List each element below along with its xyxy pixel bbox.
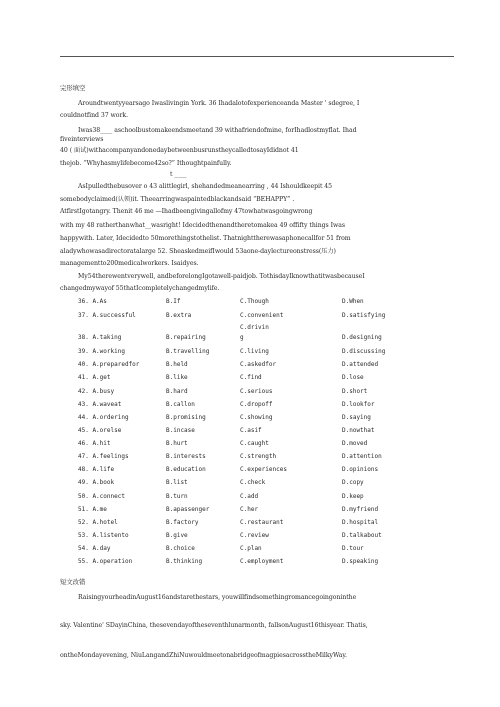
option-b: B.held <box>166 361 188 368</box>
passage-line: t ____ <box>170 171 187 178</box>
option-b: B.repairing <box>166 334 206 341</box>
passage-line: AsIpulledthebusover o 43 alittlegirl, shehandedmeanearring , 44 Ishouldkeepit 45 <box>78 183 333 190</box>
option-c: C.strength <box>240 453 277 460</box>
option-c: C.employment <box>240 558 284 565</box>
option-c: C.find <box>240 374 262 381</box>
option-b: B.list <box>166 479 188 486</box>
option-b: B.hurt <box>166 440 188 447</box>
option-b: B.give <box>166 532 188 539</box>
option-a: 50. A.connect <box>78 493 125 500</box>
passage-line: aladywhowasadirectoratalarge 52. SheaskedmeifIwould 53aone-daylectureonstress(压力) <box>60 248 336 255</box>
option-d: D.nowthat <box>342 427 375 434</box>
option-a: 48. A.life <box>78 466 115 473</box>
option-c: C.asif <box>240 427 262 434</box>
option-a: 47. A.feelings <box>78 453 129 460</box>
option-d: D.talkabout <box>342 532 382 539</box>
option-b: B.apassenger <box>166 506 210 513</box>
passage-line: Aroundtwentyyearsago Iwaslivingin York. 36 Ihadalotofexperienceanda Master ' sdegree, I <box>78 100 360 107</box>
option-c: C.showing <box>240 414 273 421</box>
option-d: D.saying <box>342 414 371 421</box>
option-b: B.callon <box>166 401 195 408</box>
passage-line: fiveinterviews <box>60 136 104 143</box>
passage-line: My54therewentverywell, andbeforelongIgotawell-paidjob. TothisdayIknowthatitwasbecauseI <box>78 273 365 280</box>
passage-line: happywith. Later, Idecidedto 50morethingstothelist. Thatnighttherewasaphonecallfor 51 from <box>60 235 351 242</box>
option-c: C.living <box>240 348 269 355</box>
option-b: B.hard <box>166 388 188 395</box>
option-c: C.restaurant <box>240 519 284 526</box>
passage-line: managementto200medicalworkers. Isaidyes. <box>60 260 199 267</box>
option-b: B.turn <box>166 493 188 500</box>
option-a: 36. A.As <box>78 298 107 305</box>
option-c: C.drivin <box>240 324 269 331</box>
section-title-cloze: 完形填空 <box>60 84 86 92</box>
option-c: C.caught <box>240 440 269 447</box>
option-b: B.choice <box>166 545 195 552</box>
option-d: D.lose <box>342 374 364 381</box>
option-c: g <box>240 334 244 341</box>
option-d: D.tour <box>342 545 364 552</box>
option-b: B.If <box>166 298 181 305</box>
option-b: B.travelling <box>166 348 210 355</box>
option-c: C.dropoff <box>240 401 273 408</box>
option-a: 55. A.operation <box>78 558 133 565</box>
option-d: D.attention <box>342 453 382 460</box>
option-c: C.experiences <box>240 466 287 473</box>
passage-line: couldnotfind 37 work. <box>60 112 128 119</box>
passage-line: 40 ( 面试)withacompanyandonedaybetweenbusrunstheycalledtosayIdidnot 41 <box>60 147 299 154</box>
option-d: D.short <box>342 388 368 395</box>
option-a: 42. A.busy <box>78 388 115 395</box>
option-b: B.promising <box>166 414 206 421</box>
option-a: 45. A.orelse <box>78 427 122 434</box>
option-d: D.opinions <box>342 466 379 473</box>
option-a: 51. A.me <box>78 506 107 513</box>
passage-line: changedmywayof 55thatIcompletelychangedmylife. <box>60 285 220 292</box>
option-c: C.Though <box>240 298 269 305</box>
option-b: B.education <box>166 466 206 473</box>
option-d: D.satisfying <box>342 312 386 319</box>
passage-line: thejob. “Whyhasmylifebecome42so?” Ithoughtpainfully. <box>60 160 232 167</box>
option-a: 43. A.waveat <box>78 401 122 408</box>
option-a: 44. A.ordering <box>78 414 129 421</box>
option-c: C.serious <box>240 388 273 395</box>
option-a: 54. A.day <box>78 545 111 552</box>
option-d: D.When <box>342 298 364 305</box>
option-a: 39. A.working <box>78 348 125 355</box>
option-b: B.interests <box>166 453 206 460</box>
passage-line: with my 48 ratherthanwhat__wasright! Idecidedthenandtheretomakea 49 offifty things Iwas <box>60 222 345 229</box>
option-b: B.incase <box>166 427 195 434</box>
option-d: D.moved <box>342 440 368 447</box>
option-d: D.myfriend <box>342 506 379 513</box>
option-b: B.like <box>166 374 188 381</box>
option-d: D.keep <box>342 493 364 500</box>
option-a: 38. A.taking <box>78 334 122 341</box>
option-a: 49. A.book <box>78 479 115 486</box>
option-c: C.add <box>240 493 259 500</box>
correction-line: sky. Valentine' SDayinChina, thesevendayoftheseventhlunarmonth, fallsonAugust16thisyear. Thatis, <box>60 622 368 629</box>
option-a: 52. A.hotel <box>78 519 118 526</box>
option-d: D.discussing <box>342 348 386 355</box>
option-b: B.factory <box>166 519 199 526</box>
passage-line: Iwas38____ aschoolbustomakeendsmeetand 39 withafriendofmine, forIhadlostmyflat. Ihad <box>78 127 357 134</box>
option-a: 41. A.get <box>78 374 111 381</box>
option-d: D.copy <box>342 479 364 486</box>
option-c: C.plan <box>240 545 262 552</box>
option-c: C.askedfor <box>240 361 277 368</box>
option-a: 46. A.hit <box>78 440 111 447</box>
section-title-correction: 短文改错 <box>60 578 86 586</box>
option-b: B.extra <box>166 312 192 319</box>
correction-line: ontheMondayevening, NiuLangandZhiNuwouldmeetonabridgeofmagpiesacrosstheMilkyWay. <box>60 652 347 659</box>
option-d: D.designing <box>342 334 382 341</box>
correction-line: RaisingyourheadinAugust16andstarethestars, youwillfindsomethingromancegoingoninthe <box>78 594 357 601</box>
option-c: C.review <box>240 532 269 539</box>
option-d: D.attended <box>342 361 379 368</box>
option-d: D.speaking <box>342 558 379 565</box>
option-a: 40. A.preparedfor <box>78 361 140 368</box>
option-c: C.her <box>240 506 259 513</box>
option-c: C.check <box>240 479 266 486</box>
passage-line: somebodyclaimed(认领)it. Theearringwaspaintedblackandsaid “BEHAPPY” . <box>60 196 295 203</box>
option-b: B.thinking <box>166 558 203 565</box>
header-rule <box>60 56 454 57</box>
option-d: D.lookfor <box>342 401 375 408</box>
option-a: 37. A.successful <box>78 312 136 319</box>
option-c: C.convenient <box>240 312 284 319</box>
option-d: D.hospital <box>342 519 379 526</box>
passage-line: AtfirstIgotangry. Thenit 46 me —Ihadbeengivingallofmy 47towhatwasgoingwrong <box>60 208 313 215</box>
option-a: 53. A.listento <box>78 532 129 539</box>
